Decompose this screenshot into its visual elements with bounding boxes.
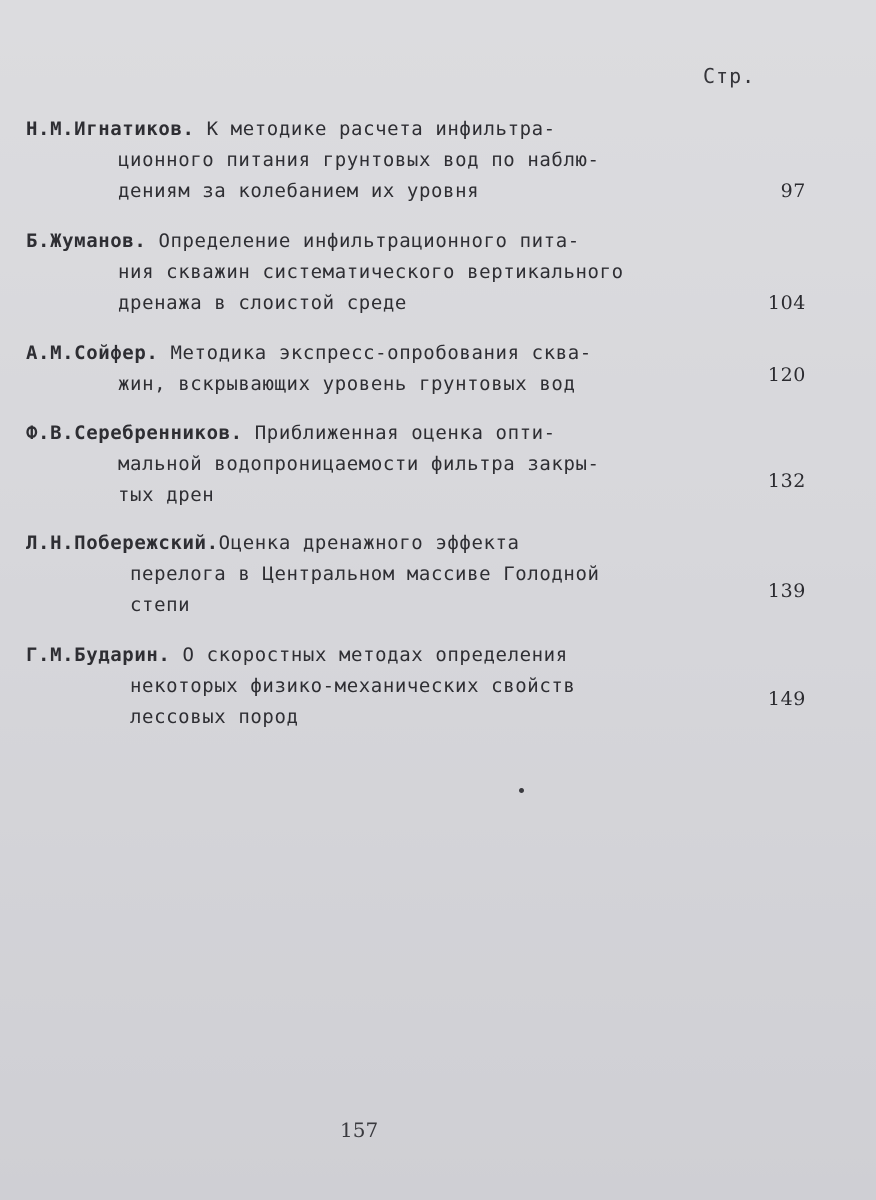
- entry-page-number: 139: [767, 580, 806, 602]
- ink-speck: [519, 788, 524, 793]
- toc-entry: [26, 640, 806, 733]
- entry-page-number: 97: [780, 180, 806, 202]
- entry-author: А.М.Сойфер.: [26, 342, 159, 364]
- entry-line-1: [26, 338, 806, 369]
- entry-title-part: Приближенная оценка опти-: [254, 422, 556, 444]
- entry-line-3: тых дрен: [118, 484, 215, 506]
- entry-line-2: ния скважин систематического вертикального: [118, 261, 624, 283]
- entry-author: Л.Н.Побережский.: [26, 532, 219, 554]
- entry-line-2: мальной водопроницаемости фильтра закры-: [118, 453, 600, 475]
- entry-line-1: [26, 226, 806, 257]
- entry-line-2: ционного питания грунтовых вод по наблю-: [118, 149, 600, 171]
- entry-line-3: лессовых пород: [130, 706, 299, 728]
- entry-line-1: [26, 640, 806, 671]
- entry-line-1: [26, 418, 806, 449]
- entry-author: Б.Жуманов.: [26, 230, 147, 252]
- entry-line-1: [26, 114, 806, 145]
- entry-page-number: 132: [767, 470, 806, 492]
- entry-line-3: степи: [130, 594, 191, 616]
- page-column-header: Стр.: [703, 64, 756, 88]
- entry-line-2: жин, вскрывающих уровень грунтовых вод: [118, 373, 576, 395]
- entry-title-part: О скоростных методах определения: [182, 644, 568, 666]
- entry-line-2: некоторых физико-механических свойств: [130, 675, 576, 697]
- entry-page-number: 104: [767, 292, 806, 314]
- toc-entry: [26, 528, 806, 621]
- toc-entry: [26, 418, 806, 511]
- toc-entry: [26, 114, 806, 207]
- entry-title-part: Оценка дренажного эффекта: [218, 532, 520, 554]
- entry-author: Н.М.Игнатиков.: [26, 118, 195, 140]
- entry-title-part: Определение инфильтрационного пита-: [158, 230, 580, 252]
- page-folio-number: 157: [340, 1118, 379, 1142]
- entry-title-part: К методике расчета инфильтра-: [206, 118, 556, 140]
- entry-line-3: дренажа в слоистой среде: [118, 292, 407, 314]
- entry-title-part: Методика экспресс-опробования сква-: [170, 342, 592, 364]
- entry-line-2: перелога в Центральном массиве Голодной: [130, 563, 600, 585]
- toc-entry: [26, 338, 806, 400]
- entry-line-3: дениям за колебанием их уровня: [118, 180, 480, 202]
- toc-entry: [26, 226, 806, 319]
- entry-page-number: 149: [767, 688, 806, 710]
- entry-page-number: 120: [767, 364, 806, 386]
- entry-author: Г.М.Бударин.: [26, 644, 171, 666]
- entry-line-1: [26, 528, 806, 559]
- entry-author: Ф.В.Серебренников.: [26, 422, 243, 444]
